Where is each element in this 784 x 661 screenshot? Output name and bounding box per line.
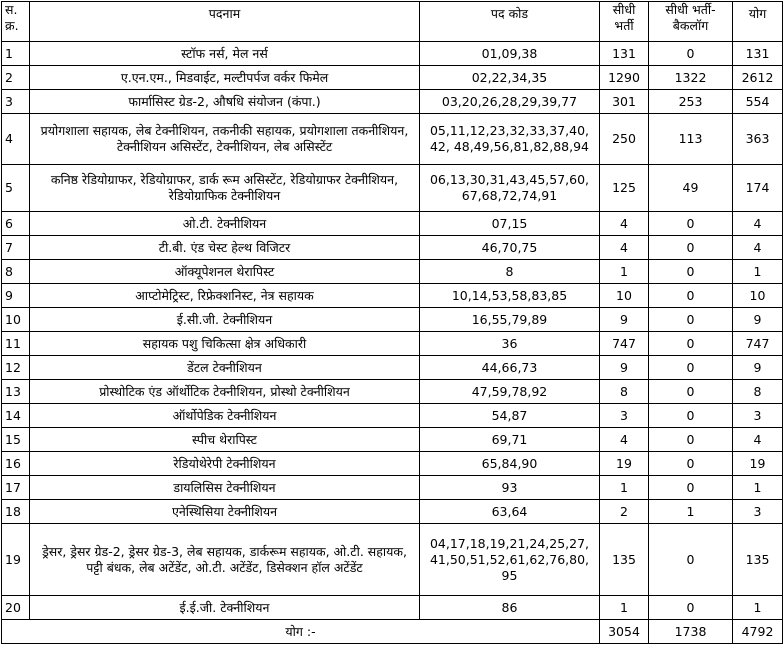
row-serial-number: 3 <box>2 90 30 114</box>
row-direct-recruitment: 135 <box>600 524 649 596</box>
row-total: 4 <box>733 236 783 260</box>
row-backlog: 253 <box>649 90 733 114</box>
table-row <box>2 356 783 380</box>
row-serial-number: 20 <box>2 596 30 620</box>
row-post-name: कनिष्ठ रेडियोग्राफर, रेडियोग्राफर, डार्क रूम असिस्टेंट, रेडियोग्राफर टेक्नीशियन, रेडियोग्राफिक टेक्नीशियन <box>30 165 420 212</box>
row-post-code: 54,87 <box>420 404 600 428</box>
row-backlog: 0 <box>649 356 733 380</box>
row-direct-recruitment: 9 <box>600 356 649 380</box>
row-serial-number: 11 <box>2 332 30 356</box>
table-row <box>2 500 783 524</box>
header-serial-number: स. क्र. <box>2 2 30 42</box>
row-backlog: 1 <box>649 500 733 524</box>
row-post-code: 36 <box>420 332 600 356</box>
row-post-name: ऑक्यूपेशनल थेरापिस्ट <box>30 260 420 284</box>
table-row <box>2 428 783 452</box>
table-row <box>2 90 783 114</box>
row-post-code: 10,14,53,58,83,85 <box>420 284 600 308</box>
row-total: 3 <box>733 404 783 428</box>
row-backlog: 0 <box>649 524 733 596</box>
row-backlog: 49 <box>649 165 733 212</box>
row-post-name: रेडियोथेरेपी टेक्नीशियन <box>30 452 420 476</box>
row-total: 174 <box>733 165 783 212</box>
row-post-code: 44,66,73 <box>420 356 600 380</box>
row-backlog: 0 <box>649 42 733 66</box>
table-row <box>2 452 783 476</box>
row-total: 19 <box>733 452 783 476</box>
row-serial-number: 13 <box>2 380 30 404</box>
table-row <box>2 596 783 620</box>
header-backlog: सीधी भर्ती- बैकलॉग <box>649 2 733 42</box>
row-total: 9 <box>733 308 783 332</box>
row-backlog: 0 <box>649 476 733 500</box>
row-total: 1 <box>733 476 783 500</box>
row-direct-recruitment: 4 <box>600 236 649 260</box>
total-label: योग :- <box>2 620 600 644</box>
row-direct-recruitment: 747 <box>600 332 649 356</box>
row-post-name: ड्रेसर, ड्रेसर ग्रेड-2, ड्रेसर ग्रेड-3, लेब सहायक, डार्करूम सहायक, ओ.टी. सहायक, पट्टी बंधक, लेब अटेंडेंट, ओ.टी. अटेंडेंट, डिसेक्शन हॉल अटेंडेंट <box>30 524 420 596</box>
row-direct-recruitment: 1290 <box>600 66 649 90</box>
header-total: योग <box>733 2 783 42</box>
row-post-name: एनेस्थिसिया टेक्नीशियन <box>30 500 420 524</box>
row-post-name: प्रोस्थोटिक एंड ऑर्थोटिक टेक्नीशियन, प्रोस्थो टेक्नीशियन <box>30 380 420 404</box>
row-total: 554 <box>733 90 783 114</box>
header-post-code: पद कोड <box>420 2 600 42</box>
row-direct-recruitment: 1 <box>600 476 649 500</box>
row-serial-number: 12 <box>2 356 30 380</box>
row-post-code: 01,09,38 <box>420 42 600 66</box>
row-total: 747 <box>733 332 783 356</box>
row-post-name: ई.ई.जी. टेक्नीशियन <box>30 596 420 620</box>
total-sum: 4792 <box>733 620 783 644</box>
row-post-name: डायलिसिस टेक्नीशियन <box>30 476 420 500</box>
row-serial-number: 18 <box>2 500 30 524</box>
table-row <box>2 404 783 428</box>
row-post-name: आप्टोमेट्रिस्ट, रिफ्रेक्शनिस्ट, नेत्र सहायक <box>30 284 420 308</box>
row-serial-number: 10 <box>2 308 30 332</box>
row-direct-recruitment: 125 <box>600 165 649 212</box>
row-backlog: 0 <box>649 428 733 452</box>
row-serial-number: 17 <box>2 476 30 500</box>
row-post-name: ई.सी.जी. टेक्नीशियन <box>30 308 420 332</box>
table-row <box>2 66 783 90</box>
row-post-code: 86 <box>420 596 600 620</box>
row-backlog: 0 <box>649 308 733 332</box>
table-row <box>2 165 783 212</box>
row-direct-recruitment: 301 <box>600 90 649 114</box>
row-post-code: 05,11,12,23,32,33,37,40, 42, 48,49,56,81,82,88,94 <box>420 114 600 165</box>
table-row <box>2 236 783 260</box>
row-post-code: 69,71 <box>420 428 600 452</box>
table-row <box>2 284 783 308</box>
row-serial-number: 6 <box>2 212 30 236</box>
total-row <box>2 620 783 644</box>
row-direct-recruitment: 4 <box>600 212 649 236</box>
row-post-name: स्टॉफ नर्स, मेल नर्स <box>30 42 420 66</box>
row-serial-number: 19 <box>2 524 30 596</box>
row-total: 8 <box>733 380 783 404</box>
row-post-name: ओ.टी. टेक्नीशियन <box>30 212 420 236</box>
row-total: 135 <box>733 524 783 596</box>
row-direct-recruitment: 131 <box>600 42 649 66</box>
row-direct-recruitment: 8 <box>600 380 649 404</box>
row-serial-number: 15 <box>2 428 30 452</box>
table-row <box>2 380 783 404</box>
row-post-name: ऑर्थोपेडिक टेक्नीशियन <box>30 404 420 428</box>
total-backlog: 1738 <box>649 620 733 644</box>
row-total: 363 <box>733 114 783 165</box>
row-total: 9 <box>733 356 783 380</box>
row-direct-recruitment: 3 <box>600 404 649 428</box>
row-serial-number: 5 <box>2 165 30 212</box>
row-post-code: 07,15 <box>420 212 600 236</box>
row-direct-recruitment: 1 <box>600 260 649 284</box>
row-post-name: डेंटल टेक्नीशियन <box>30 356 420 380</box>
table-row <box>2 114 783 165</box>
row-backlog: 0 <box>649 380 733 404</box>
row-backlog: 0 <box>649 260 733 284</box>
table-row <box>2 260 783 284</box>
row-direct-recruitment: 4 <box>600 428 649 452</box>
row-backlog: 0 <box>649 236 733 260</box>
row-serial-number: 8 <box>2 260 30 284</box>
table-row <box>2 308 783 332</box>
row-backlog: 0 <box>649 452 733 476</box>
row-serial-number: 4 <box>2 114 30 165</box>
row-serial-number: 1 <box>2 42 30 66</box>
row-post-name: सहायक पशु चिकित्सा क्षेत्र अधिकारी <box>30 332 420 356</box>
header-direct-recruitment: सीधी भर्ती <box>600 2 649 42</box>
header-post-name: पदनाम <box>30 2 420 42</box>
row-backlog: 0 <box>649 284 733 308</box>
row-backlog: 1322 <box>649 66 733 90</box>
row-direct-recruitment: 10 <box>600 284 649 308</box>
row-total: 4 <box>733 212 783 236</box>
row-post-code: 46,70,75 <box>420 236 600 260</box>
row-serial-number: 14 <box>2 404 30 428</box>
total-direct: 3054 <box>600 620 649 644</box>
row-post-name: स्पीच थेरापिस्ट <box>30 428 420 452</box>
row-post-code: 65,84,90 <box>420 452 600 476</box>
table-row <box>2 212 783 236</box>
row-post-code: 03,20,26,28,29,39,77 <box>420 90 600 114</box>
row-direct-recruitment: 9 <box>600 308 649 332</box>
row-backlog: 0 <box>649 596 733 620</box>
row-post-code: 06,13,30,31,43,45,57,60, 67,68,72,74,91 <box>420 165 600 212</box>
table-row <box>2 524 783 596</box>
row-backlog: 0 <box>649 212 733 236</box>
row-total: 10 <box>733 284 783 308</box>
row-serial-number: 16 <box>2 452 30 476</box>
table-row <box>2 332 783 356</box>
recruitment-posts-table <box>1 1 783 644</box>
row-direct-recruitment: 2 <box>600 500 649 524</box>
row-post-code: 16,55,79,89 <box>420 308 600 332</box>
row-post-code: 63,64 <box>420 500 600 524</box>
row-serial-number: 7 <box>2 236 30 260</box>
row-total: 131 <box>733 42 783 66</box>
row-total: 2612 <box>733 66 783 90</box>
row-serial-number: 9 <box>2 284 30 308</box>
table-row <box>2 42 783 66</box>
row-post-code: 47,59,78,92 <box>420 380 600 404</box>
row-post-code: 93 <box>420 476 600 500</box>
row-direct-recruitment: 19 <box>600 452 649 476</box>
row-serial-number: 2 <box>2 66 30 90</box>
row-post-code: 8 <box>420 260 600 284</box>
row-post-name: ए.एन.एम., मिडवाईट, मल्टीपर्पज वर्कर फिमेल <box>30 66 420 90</box>
row-post-name: फार्मासिस्ट ग्रेड-2, औषधि संयोजन (कंपा.) <box>30 90 420 114</box>
row-post-code: 04,17,18,19,21,24,25,27, 41,50,51,52,61,62,76,80, 95 <box>420 524 600 596</box>
row-total: 3 <box>733 500 783 524</box>
row-backlog: 113 <box>649 114 733 165</box>
row-total: 1 <box>733 596 783 620</box>
row-post-name: प्रयोगशाला सहायक, लेब टेक्नीशियन, तकनीकी सहायक, प्रयोगशाला तकनीशियन, टेक्नीशियन असिस्टेंट, टेक्नीशियन, लेब असिस्टेंट <box>30 114 420 165</box>
row-post-name: टी.बी. एंड चेस्ट हेल्थ विजिटर <box>30 236 420 260</box>
row-direct-recruitment: 1 <box>600 596 649 620</box>
table-row <box>2 476 783 500</box>
table-body <box>2 42 783 620</box>
row-backlog: 0 <box>649 404 733 428</box>
row-post-code: 02,22,34,35 <box>420 66 600 90</box>
row-direct-recruitment: 250 <box>600 114 649 165</box>
row-total: 1 <box>733 260 783 284</box>
header-row <box>2 2 783 42</box>
row-backlog: 0 <box>649 332 733 356</box>
row-total: 4 <box>733 428 783 452</box>
